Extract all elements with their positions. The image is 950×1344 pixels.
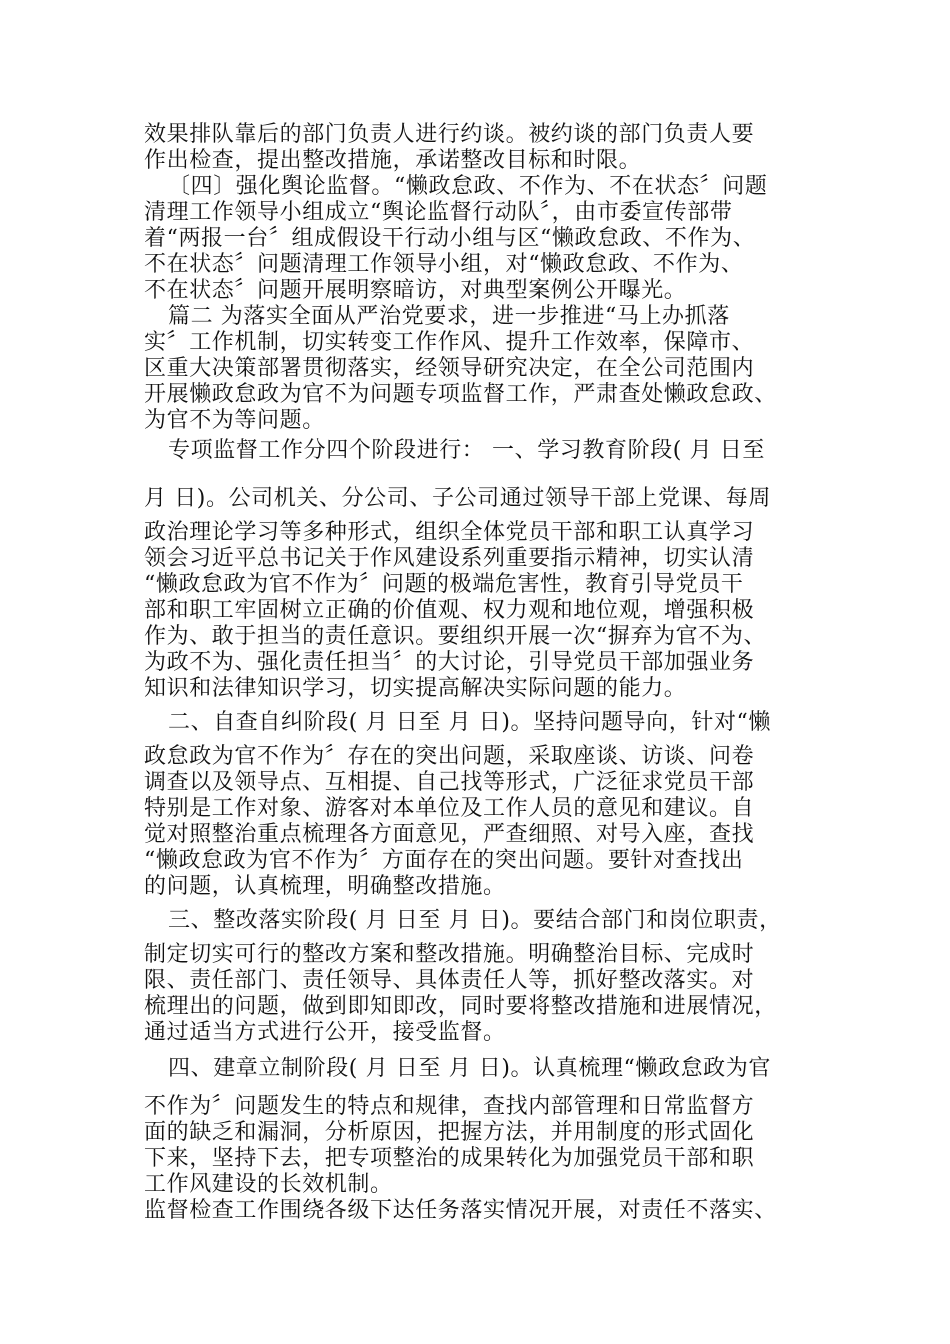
text-line: 为政不为、强化责任担当〞的大讨论，引导党员干部加强业务 (144, 650, 755, 675)
text-line: 〔四〕强化舆论监督。“懒政怠政、不作为、不在状态〞问题 (168, 174, 768, 199)
text-line: 实〞工作机制，切实转变工作作风、提升工作效率，保障市、 (144, 330, 755, 355)
text-line: 下来，坚持下去，把专项整治的成果转化为加强党员干部和职 (144, 1146, 755, 1171)
text-line: 的问题，认真梳理，明确整改措施。 (144, 874, 506, 899)
text-line: 月 日)。公司机关、分公司、子公司通过领导干部上党课、每周 (144, 486, 771, 511)
text-line: 篇二 为落实全面从严治党要求，进一步推进“马上办抓落 (168, 304, 730, 329)
text-line: 通过适当方式进行公开，接受监督。 (144, 1020, 506, 1045)
text-line: 梳理出的问题，做到即知即改，同时要将整改措施和进展情况， (144, 994, 777, 1019)
text-line: 觉对照整治重点梳理各方面意见，严查细照、对号入座，查找 (144, 822, 755, 847)
text-line: 特别是工作对象、游客对本单位及工作人员的意见和建议。自 (144, 796, 755, 821)
text-line: 三、整改落实阶段( 月 日至 月 日)。要结合部门和岗位职责， (168, 908, 782, 933)
text-line: 不作为〞问题发生的特点和规律，查找内部管理和日常监督方 (144, 1094, 755, 1119)
text-line: 四、建章立制阶段( 月 日至 月 日)。认真梳理“懒政怠政为官 (168, 1056, 771, 1081)
text-line: 作出检查，提出整改措施，承诺整改目标和时限。 (144, 148, 642, 173)
text-line: 监督检查工作围绕各级下达任务落实情况开展，对责任不落实、 (144, 1198, 777, 1223)
text-line: 领会习近平总书记关于作风建设系列重要指示精神，切实认清 (144, 546, 755, 571)
text-line: 制定切实可行的整改方案和整改措施。明确整治目标、完成时 (144, 942, 755, 967)
text-line: 效果排队靠后的部门负责人进行约谈。被约谈的部门负责人要 (144, 122, 755, 147)
text-line: 不在状态〞问题开展明察暗访，对典型案例公开曝光。 (144, 278, 687, 303)
text-line: 专项监督工作分四个阶段进行： 一、学习教育阶段( 月 日至 (168, 438, 765, 463)
text-line: 清理工作领导小组成立“舆论监督行动队〞，由市委宣传部带 (144, 200, 733, 225)
text-line: 知识和法律知识学习，切实提高解决实际问题的能力。 (144, 676, 687, 701)
text-line: 政治理论学习等多种形式，组织全体党员干部和职工认真学习 (144, 520, 755, 545)
text-line: 不在状态〞问题清理工作领导小组，对“懒政怠政、不作为、 (144, 252, 744, 277)
text-line: 开展懒政怠政为官不为问题专项监督工作，严肃查处懒政怠政、 (144, 382, 777, 407)
text-line: 面的缺乏和漏洞，分析原因，把握方法，并用制度的形式固化 (144, 1120, 755, 1145)
text-line: 着“两报一台〞组成假设干行动小组与区“懒政怠政、不作为、 (144, 226, 756, 251)
text-line: 限、责任部门、责任领导、具体责任人等，抓好整改落实。对 (144, 968, 755, 993)
text-line: 区重大决策部署贯彻落实，经领导研究决定，在全公司范围内 (144, 356, 755, 381)
text-line: 调查以及领导点、互相提、自己找等形式，广泛征求党员干部 (144, 770, 755, 795)
text-line: 工作风建设的长效机制。 (144, 1172, 393, 1197)
text-line: 部和职工牢固树立正确的价值观、权力观和地位观，增强积极 (144, 598, 755, 623)
text-line: “懒政怠政为官不作为〞问题的极端危害性，教育引导党员干 (144, 572, 744, 597)
text-line: 为官不为等问题。 (144, 408, 325, 433)
text-line: “懒政怠政为官不作为〞方面存在的突出问题。要针对查找出 (144, 848, 744, 873)
text-line: 作为、敢于担当的责任意识。要组织开展一次“摒弃为官不为、 (144, 624, 767, 649)
text-line: 政怠政为官不作为〞存在的突出问题，采取座谈、访谈、问卷 (144, 744, 755, 769)
text-line: 二、自查自纠阶段( 月 日至 月 日)。坚持问题导向，针对“懒 (168, 710, 771, 735)
